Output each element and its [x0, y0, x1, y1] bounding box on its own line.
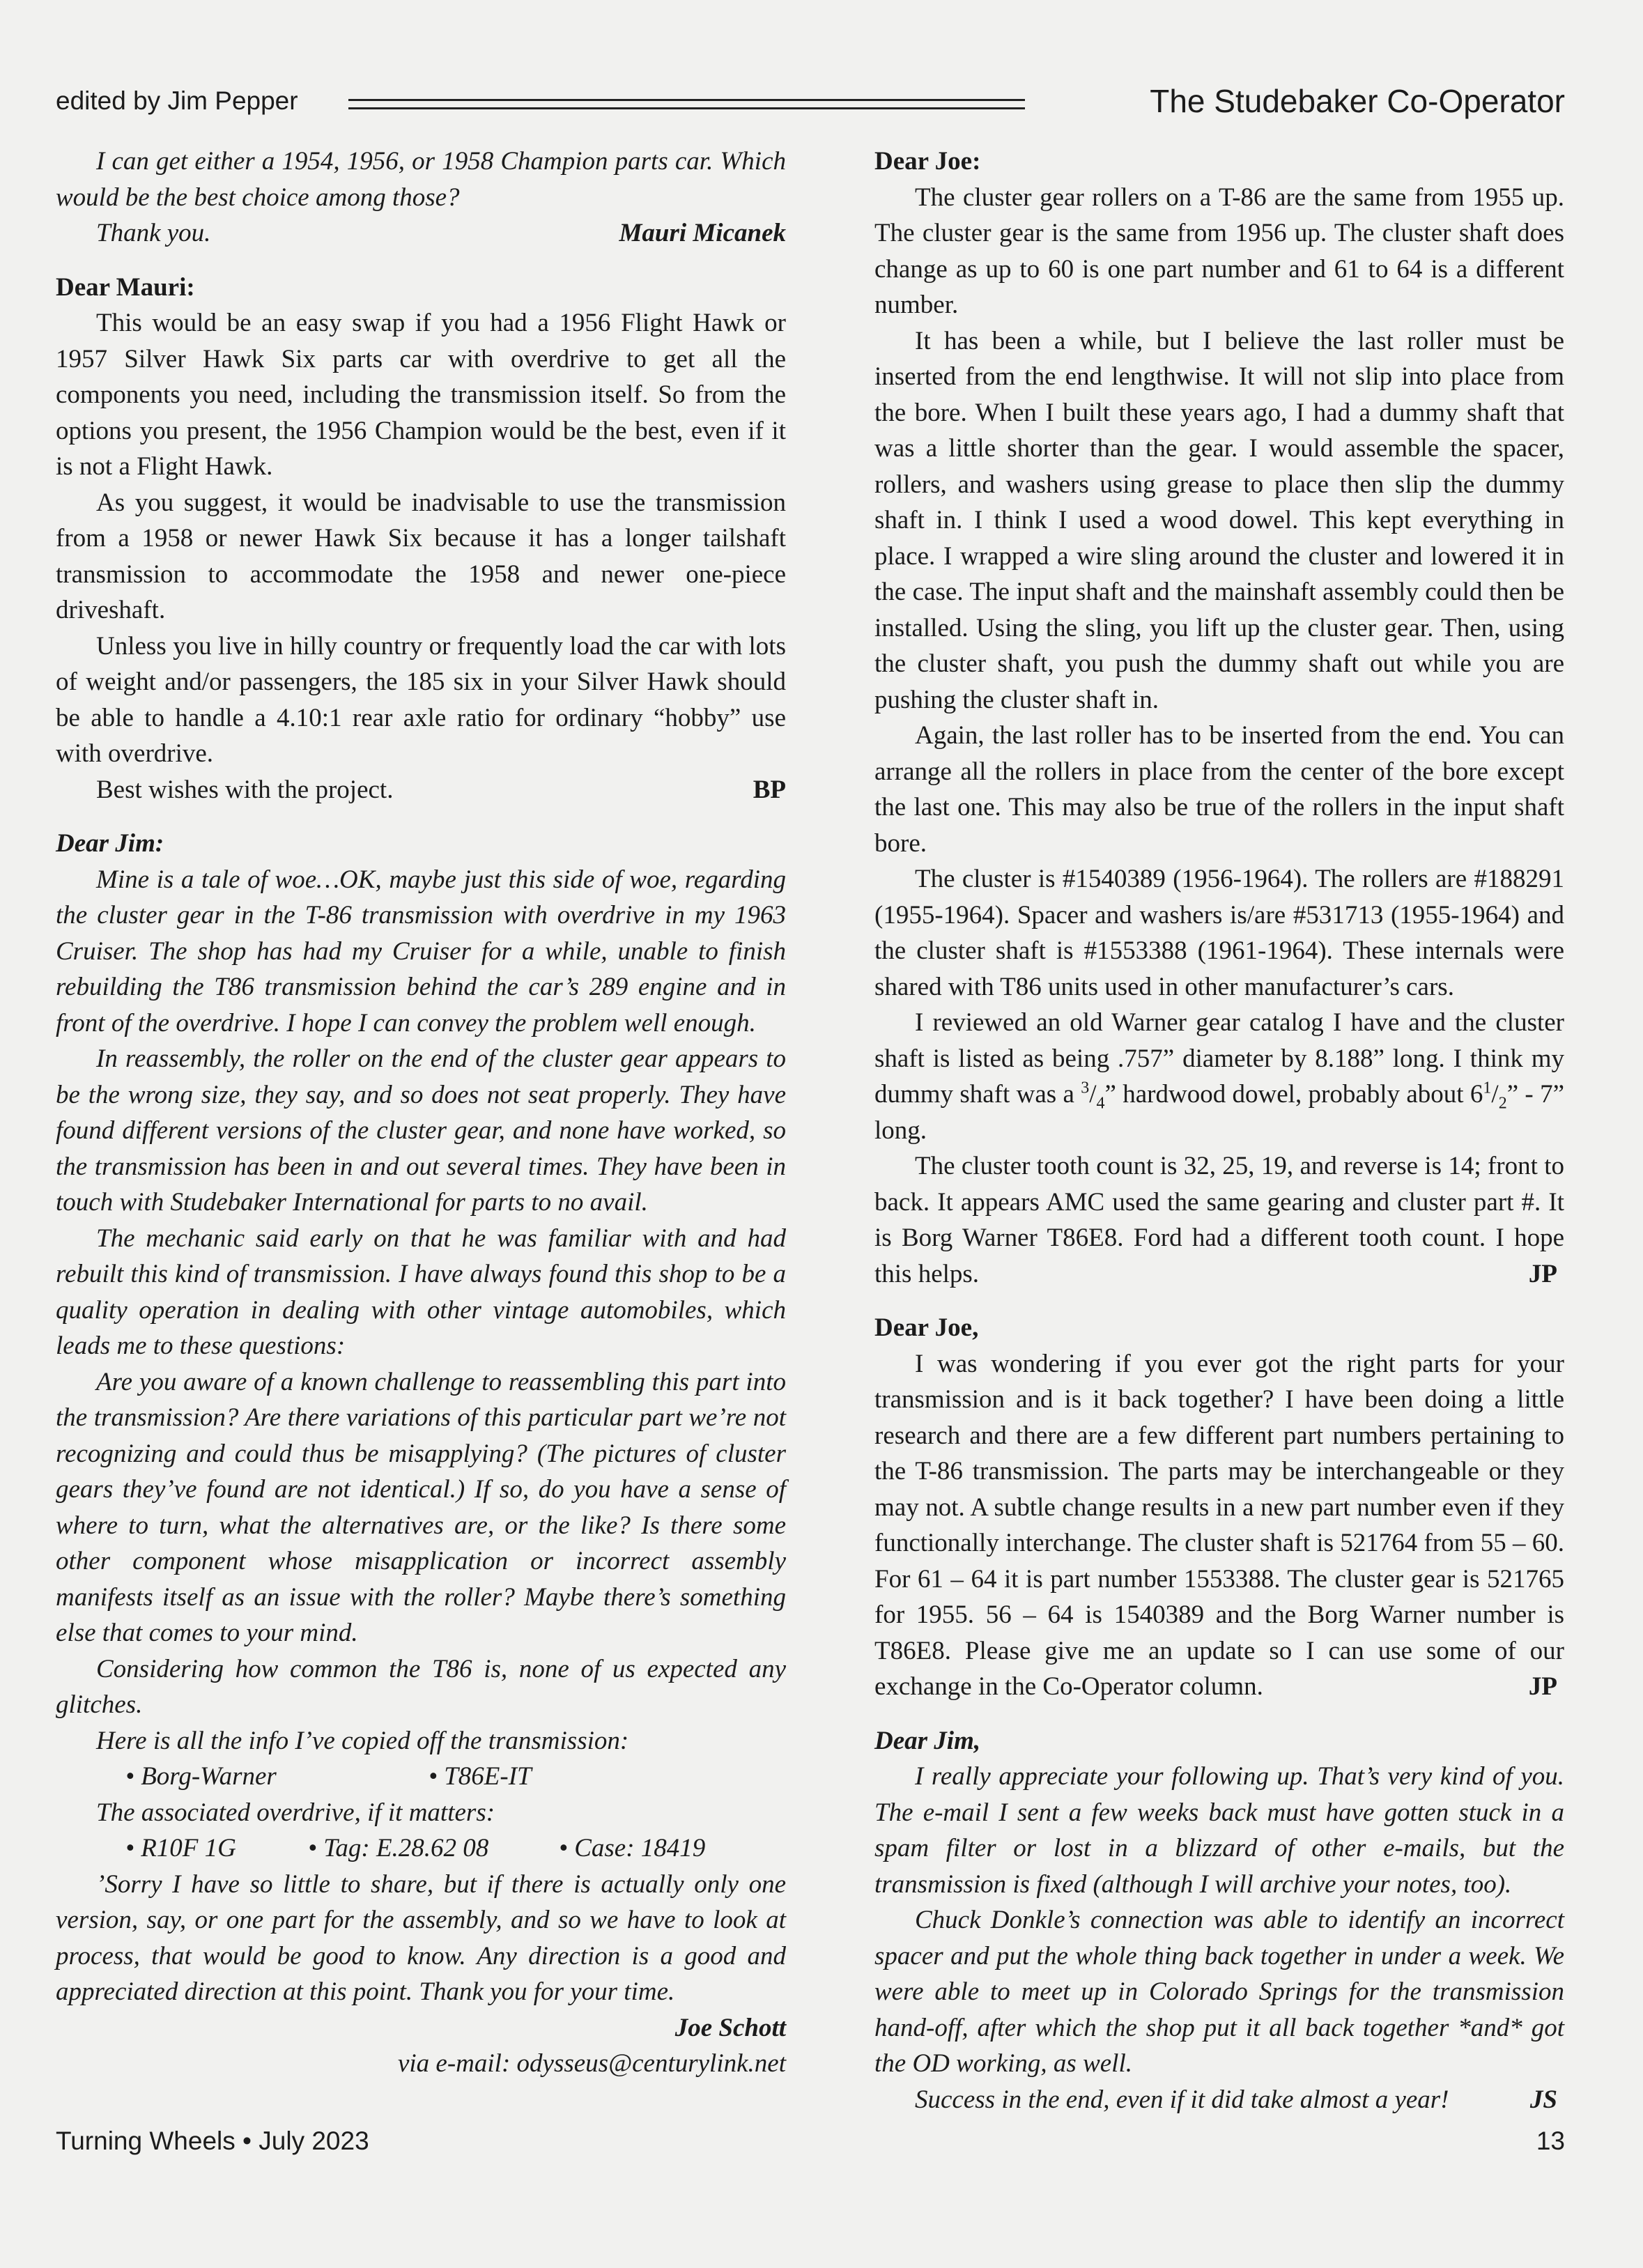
letter-paragraph: Are you aware of a known challenge to reassembling this part into the transmission? Are there variations of this particular part we’re not recognizing and could thus be misapplying? (The pictures of cluster gears they’ve found are not identical.) If so, do you have a sense of where to turn, what the alternatives are, or the like? Is there some other component whose misapplication or incorrect assembly manifests itself as an issue with the roller? Maybe there’s something else that comes to your mind. [56, 1367, 786, 1647]
letter-salutation: Dear Jim, [874, 1726, 981, 1755]
letter-signature: Joe Schott [674, 2013, 786, 2042]
transmission-info-list [56, 1759, 786, 1795]
fraction-denominator: 2 [1498, 1094, 1507, 1113]
reply-initials: BP [753, 775, 786, 804]
reply-salutation: Dear Mauri: [56, 272, 195, 302]
letter-paragraph: Here is all the info I’ve copied off the transmission: [96, 1726, 629, 1755]
letter-paragraph: The mechanic said early on that he was familiar with and had rebuilt this kind of transmission. I have always found this shop to be a quality operation in dealing with other vintage automobiles, which leads me to these questions: [56, 1224, 786, 1360]
list-item: • Case: 18419 [559, 1834, 706, 1862]
fraction-numerator: 1 [1483, 1079, 1492, 1097]
reply-paragraph [874, 1346, 1564, 1705]
letter-paragraph [874, 2082, 1564, 2118]
footer-publication [56, 2127, 369, 2156]
footer-separator: • [242, 2127, 252, 2155]
reply-initials: JP [1528, 1259, 1557, 1288]
reply-paragraph: The cluster gear rollers on a T-86 are the same from 1955 up. The cluster gear is the same from 1956 up. The cluster shaft does change as up to 60 is one part number and 61 to 64 is a different number. [874, 183, 1564, 319]
left-column [56, 144, 786, 2082]
reply-paragraph: This would be an easy swap if you had a 1956 Flight Hawk or 1957 Silver Hawk Six parts car with overdrive to get all the components you need, including the transmission itself. So from the options you present, the 1956 Champion would be the best, even if it is not a Flight Hawk. [56, 309, 786, 481]
reply-text: I reviewed an old Warner gear catalog I have and the cluster shaft is listed as being .757” diameter by 8.188” long. I think my dummy shaft was a [874, 1008, 1564, 1109]
reply-paragraph: It has been a while, but I believe the last roller must be inserted from the end lengthwise. It will not slip into place from the bore. When I built these years ago, I had a dummy shaft that was a little shorter than the gear. I would assemble the spacer, rollers, and washers using grease to place then slip the dummy shaft in. I think I used a wood dowel. This kept everything in place. I wrapped a wire sling around the cluster and lowered it in the case. The input shaft and the mainshaft assembly could then be installed. Using the sling, you lift up the cluster gear. Then, using the cluster shaft, you push the dummy shaft out while you are pushing the cluster shaft in. [874, 326, 1564, 714]
letter-salutation: Dear Jim: [56, 829, 164, 858]
page-number: 13 [1536, 2127, 1565, 2155]
letter-paragraph: I really appreciate your following up. That’s very kind of you. The e-mail I sent a few weeks back must have gotten stuck in a spam filter or lost in a blizzard of other e-mails, but the transmission is fixed (although I will archive your notes, too). [874, 1762, 1564, 1899]
letter-initials: JS [1529, 2085, 1557, 2114]
reply-paragraph: I reviewed an old Warner gear catalog I have and the cluster shaft is listed as being .757” diameter by 8.188” long. I think my dummy shaft was a $^3/_4$” hardwood dowel, probably about $6^1/_2$” - 7” long. [874, 1008, 1564, 1145]
reply-text: ” - 7” long. [874, 1080, 1564, 1145]
letter-paragraph: Considering how common the T86 is, none of us expected any glitches. [56, 1654, 786, 1719]
reply-salutation: Dear Joe, [874, 1313, 979, 1342]
letter-paragraph: The associated overdrive, if it matters: [96, 1798, 495, 1827]
letter-paragraph: In reassembly, the roller on the end of the cluster gear appears to be the wrong size, they say, and so does not seat properly. They have found different versions of the cluster gear, and none have worked, so the transmission has been in and out several times. They have been in touch with Studebaker International for parts to no avail. [56, 1044, 786, 1217]
overdrive-info-list [56, 1830, 786, 1867]
publication-name: Turning Wheels [56, 2127, 236, 2155]
letter-paragraph: I can get either a 1954, 1956, or 1958 Champion parts car. Which would be the best choice among those? [56, 147, 786, 212]
list-item: • Borg-Warner [125, 1762, 277, 1791]
reply-closing-line [56, 772, 786, 808]
reply-paragraph: Unless you live in hilly country or frequently load the car with lots of weight and/or passengers, the 185 six in your Silver Hawk should be able to handle a 4.10:1 rear axle ratio for ordinary “hobby” use with overdrive. [56, 631, 786, 768]
reply-text: The cluster tooth count is 32, 25, 19, and reverse is 14; front to back. It appears AMC used the same gearing and cluster part #. It is Borg Warner T86E8. Ford had a different tooth count. I hope this helps. [874, 1152, 1564, 1288]
reply-text: I was wondering if you ever got the right parts for your transmission and is it back together? I have been doing a little research and there are a few different part numbers pertaining to the T-86 transmission. The parts may be interchangeable or they may not. A subtle change results in a new part number even if they functionally interchange. The cluster shaft is 521764 from 55 – 60. For 61 – 64 it is part number 1553388. The cluster gear is 521765 for 1955. 56 – 64 is 1540389 and the Borg Warner number is T86E8. Please give me an update so I can use some of our exchange in the Co-Operator column. [874, 1349, 1564, 1701]
letter-paragraph: Mine is a tale of woe…OK, maybe just this side of woe, regarding the cluster gear in the T-86 transmission with overdrive in my 1963 Cruiser. The shop has had my Cruiser for a while, unable to finish rebuilding the T86 transmission behind the car’s 289 engine and in front of the overdrive. I hope I can convey the problem well enough. [56, 865, 786, 1037]
fraction-denominator: 4 [1096, 1094, 1105, 1113]
reply-salutation: Dear Joe: [874, 147, 981, 176]
letter-paragraph: ’Sorry I have so little to share, but if there is actually only one version, say, or one part for the assembly, and so we have to look at process, that would be good to know. Any direction is a good and appreciated direction at this point. Thank you for your time. [56, 1869, 786, 2006]
page-header [56, 82, 1565, 124]
right-column [874, 144, 1564, 2117]
reply-paragraph [874, 1148, 1564, 1292]
reply-paragraph: Again, the last roller has to be inserted from the end. You can arrange all the rollers in place from the center of the bore except the last one. This may also be true of the rollers in the input shaft bore. [874, 721, 1564, 858]
reply-paragraph: The cluster is #1540389 (1956-1964). The rollers are #188291 (1955-1964). Spacer and washers is/are #531713 (1955-1964) and the cluster shaft is #1553388 (1961-1964). These internals were shared with T86 units used in other manufacturer’s cars. [874, 865, 1564, 1001]
list-item: • Tag: E.28.62 08 [308, 1834, 489, 1862]
letter-thanks: Thank you. [96, 219, 211, 247]
letter-signature-line [56, 215, 786, 252]
list-item: • T86E-IT [429, 1762, 532, 1791]
issue-date: July 2023 [259, 2127, 369, 2155]
list-item: • R10F 1G [125, 1834, 236, 1862]
fraction-numerator: 3 [1081, 1079, 1090, 1097]
header-rule [348, 99, 1025, 109]
reply-text: ” hardwood dowel, probably about 6 [1104, 1080, 1483, 1109]
reply-initials: JP [1528, 1672, 1557, 1701]
letter-signature-block [56, 2010, 786, 2082]
reply-closing: Best wishes with the project. [96, 775, 394, 804]
letter-text: Success in the end, even if it did take almost a year! [915, 2085, 1449, 2114]
reply-paragraph: As you suggest, it would be inadvisable to use the transmission from a 1958 or newer Hawk Six because it has a longer tailshaft transmission to accommodate the 1958 and newer one-piece driveshaft. [56, 488, 786, 624]
letter-email: via e-mail: odysseus@centurylink.net [397, 2049, 786, 2078]
letter-paragraph: Chuck Donkle’s connection was able to identify an incorrect spacer and put the whole thing back together in under a week. We were able to meet up in Colorado Springs for the transmission hand-off, after which the shop put it all back together *and* got the OD working, as well. [874, 1906, 1564, 2078]
editor-credit: edited by Jim Pepper [56, 86, 298, 115]
letter-signature: Mauri Micanek [619, 219, 786, 247]
column-title: The Studebaker Co-Operator [1150, 83, 1565, 119]
